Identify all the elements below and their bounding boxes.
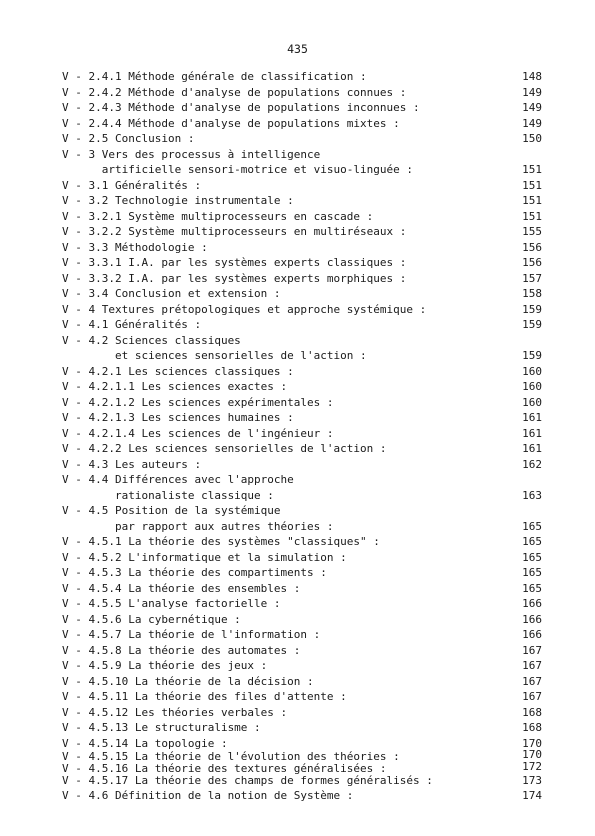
- toc-entry: [62, 333, 542, 364]
- toc-entry-title: V - 4.5.9 La théorie des jeux :: [62, 659, 268, 672]
- toc-entry: [62, 100, 542, 116]
- toc-entry: [62, 178, 542, 194]
- toc-entry-page: 161: [522, 426, 542, 440]
- toc-entry: [62, 565, 542, 581]
- toc-entry: [62, 286, 542, 302]
- toc-entry: [62, 612, 542, 628]
- toc-entry: [62, 131, 542, 147]
- toc-entry-title: artificielle sensori-motrice et visuo-linguée :: [62, 163, 413, 176]
- toc-entry-page: 160: [522, 364, 542, 378]
- toc-entry-title: V - 4.5.10 La théorie de la décision :: [62, 674, 314, 688]
- toc-entry-page: 167: [522, 659, 542, 672]
- toc-entry: [62, 441, 542, 457]
- toc-entry: [62, 410, 542, 426]
- toc-entry: [62, 658, 542, 674]
- toc-entry: [62, 317, 542, 333]
- toc-entry: [62, 581, 542, 597]
- toc-entry-page: 159: [522, 302, 542, 316]
- toc-entry-page: 173: [522, 774, 542, 787]
- toc-entry-page: 170: [522, 748, 542, 761]
- toc-entry-title: V - 2.4.1 Méthode générale de classification :: [62, 70, 367, 83]
- toc-entry: [62, 689, 542, 705]
- toc-entry-title: V - 2.4.4 Méthode d'analyse de populations mixtes :: [62, 116, 400, 130]
- toc-entry-page: 166: [522, 597, 542, 610]
- toc-entry-title: V - 4.2.1 Les sciences classiques :: [62, 364, 294, 378]
- toc-entry-title: V - 3.2 Technologie instrumentale :: [62, 194, 294, 207]
- toc-entry-title: V - 4.2 Sciences classiques: [62, 333, 241, 347]
- toc-entry-title: V - 4.5.16 La théorie des textures généralisées :: [62, 762, 387, 775]
- toc-entry: [62, 147, 542, 178]
- toc-entry-title: V - 4.4 Différences avec l'approche: [62, 473, 294, 486]
- toc-entry: [62, 674, 542, 690]
- toc-entry: [62, 627, 542, 643]
- toc-entry-title: V - 4 Textures prétopologiques et approche systémique :: [62, 302, 427, 316]
- toc-entry-page: 159: [522, 318, 542, 331]
- toc-entry-page: 165: [522, 550, 542, 564]
- toc-entry-title: V - 4.5.3 La théorie des compartiments :: [62, 566, 327, 579]
- toc-entry-page: 158: [522, 287, 542, 300]
- toc-entry-title: V - 4.5.8 La théorie des automates :: [62, 643, 301, 657]
- toc-entry-page: 156: [522, 240, 542, 254]
- toc-entry-page: 168: [522, 721, 542, 734]
- toc-entry-page: 148: [522, 70, 542, 83]
- toc-entry-page: 157: [522, 271, 542, 285]
- toc-entry-page: 149: [522, 116, 542, 130]
- toc-entry-page: 168: [522, 705, 542, 719]
- toc-entry-title: V - 4.5.2 L'informatique et la simulation :: [62, 550, 347, 564]
- toc-entry: [62, 364, 542, 380]
- toc-entry: [62, 193, 542, 209]
- toc-entry-title: V - 4.1 Généralités :: [62, 318, 202, 331]
- toc-entry-page: 162: [522, 457, 542, 471]
- toc-entry: [62, 240, 542, 256]
- toc-entry: [62, 116, 542, 132]
- toc-entry-page: 170: [522, 736, 542, 750]
- toc-entry: [62, 302, 542, 318]
- toc-entry-title: V - 3.3.2 I.A. par les systèmes experts morphiques :: [62, 271, 407, 285]
- toc-entry-page: 165: [522, 566, 542, 579]
- toc-entry-title: V - 2.4.2 Méthode d'analyse de populations connues :: [62, 85, 407, 99]
- toc-entry-title: V - 2.4.3 Méthode d'analyse de populations inconnues :: [62, 101, 420, 114]
- toc-entry-page: 156: [522, 256, 542, 269]
- toc-entry-title: V - 4.5.6 La cybernétique :: [62, 612, 241, 626]
- toc-entry-title: V - 3.2.1 Système multiprocesseurs en cascade :: [62, 209, 374, 223]
- toc-entry-title: V - 4.5.4 La théorie des ensembles :: [62, 581, 301, 595]
- toc-entry-page: 165: [522, 581, 542, 595]
- toc-entry-page: 172: [522, 760, 542, 773]
- table-of-contents: [62, 69, 542, 804]
- toc-entry-title: V - 4.6 Définition de la notion de Système :: [62, 789, 354, 802]
- toc-entry-page: 150: [522, 132, 542, 145]
- toc-entry-title: V - 4.5.17 La théorie des champs de formes généralisés :: [62, 774, 433, 787]
- toc-entry-page: 155: [522, 225, 542, 238]
- toc-entry: [62, 503, 542, 534]
- toc-entry: [62, 705, 542, 721]
- toc-entry: [62, 472, 542, 503]
- toc-entry-title: V - 4.3 Les auteurs :: [62, 457, 202, 471]
- toc-entry: [62, 224, 542, 240]
- toc-entry: [62, 379, 542, 395]
- toc-entry: [62, 534, 542, 550]
- toc-entry-title: V - 4.5.13 Le structuralisme :: [62, 721, 261, 734]
- toc-entry: [62, 457, 542, 473]
- toc-entry-title: V - 3.4 Conclusion et extension :: [62, 287, 281, 300]
- toc-entry-title: V - 3 Vers des processus à intelligence: [62, 147, 321, 161]
- toc-entry-title: V - 3.3.1 I.A. par les systèmes experts classiques :: [62, 256, 407, 269]
- toc-entry: [62, 736, 542, 752]
- toc-entry-page: 151: [522, 194, 542, 207]
- toc-entry: [62, 395, 542, 411]
- toc-entry-title: V - 3.3 Méthodologie :: [62, 240, 208, 254]
- toc-entry-page: 160: [522, 395, 542, 409]
- toc-entry-page: 167: [522, 690, 542, 703]
- toc-entry: [62, 271, 542, 287]
- toc-entry-title: V - 4.5.12 Les théories verbales :: [62, 705, 288, 719]
- toc-entry: [62, 775, 542, 788]
- toc-entry-title: V - 4.5.1 La théorie des systèmes "classiques" :: [62, 535, 380, 548]
- toc-entry: [62, 550, 542, 566]
- toc-entry-title: V - 4.2.1.2 Les sciences expérimentales :: [62, 395, 334, 409]
- page-number: 435: [287, 42, 308, 56]
- toc-entry: [62, 720, 542, 736]
- toc-entry-page: 151: [522, 178, 542, 192]
- toc-entry-title: V - 4.5.14 La topologie :: [62, 736, 228, 750]
- toc-entry-title: V - 4.5.5 L'analyse factorielle :: [62, 597, 281, 610]
- toc-entry-page: 165: [522, 535, 542, 548]
- toc-entry-page: 166: [522, 628, 542, 641]
- toc-entry-title: par rapport aux autres théories :: [62, 519, 334, 533]
- toc-entry-title: V - 4.2.1.1 Les sciences exactes :: [62, 380, 288, 393]
- toc-entry: [62, 426, 542, 442]
- toc-entry-title: V - 4.5.7 La théorie de l'information :: [62, 628, 321, 641]
- toc-entry-title: V - 4.2.1.4 Les sciences de l'ingénieur :: [62, 426, 334, 440]
- toc-entry: [62, 596, 542, 612]
- toc-entry-page: 159: [522, 349, 542, 362]
- toc-entry-title: V - 4.2.1.3 Les sciences humaines :: [62, 411, 294, 424]
- toc-entry-page: 160: [522, 380, 542, 393]
- toc-entry: [62, 643, 542, 659]
- toc-entry-page: 167: [522, 674, 542, 688]
- toc-entry-title: V - 2.5 Conclusion :: [62, 132, 195, 145]
- toc-entry: [62, 788, 542, 804]
- toc-entry-page: 165: [522, 519, 542, 533]
- toc-entry-title: V - 4.5.15 La théorie de l'évolution des théories :: [62, 750, 400, 763]
- toc-entry-page: 149: [522, 101, 542, 114]
- toc-entry-page: 167: [522, 643, 542, 657]
- toc-entry-title: rationaliste classique :: [62, 488, 274, 502]
- toc-entry-title: et sciences sensorielles de l'action :: [62, 349, 367, 362]
- toc-entry-page: 166: [522, 612, 542, 626]
- toc-entry-page: 163: [522, 488, 542, 502]
- toc-entry-page: 174: [522, 789, 542, 802]
- toc-entry-title: V - 4.2.2 Les sciences sensorielles de l'action :: [62, 442, 387, 455]
- toc-entry: [62, 255, 542, 271]
- toc-entry-page: 161: [522, 411, 542, 424]
- toc-entry-title: V - 4.5.11 La théorie des files d'attente :: [62, 690, 347, 703]
- toc-entry: [62, 85, 542, 101]
- toc-entry: [62, 69, 542, 85]
- toc-entry-page: 151: [522, 163, 542, 176]
- toc-entry-page: 151: [522, 209, 542, 223]
- toc-entry-title: V - 4.5 Position de la systémique: [62, 504, 281, 517]
- toc-entry-title: V - 3.2.2 Système multiprocesseurs en multiréseaux :: [62, 225, 407, 238]
- toc-entry-page: 149: [522, 85, 542, 99]
- toc-entry-page: 161: [522, 442, 542, 455]
- toc-entry-title: V - 3.1 Généralités :: [62, 178, 202, 192]
- toc-entry: [62, 209, 542, 225]
